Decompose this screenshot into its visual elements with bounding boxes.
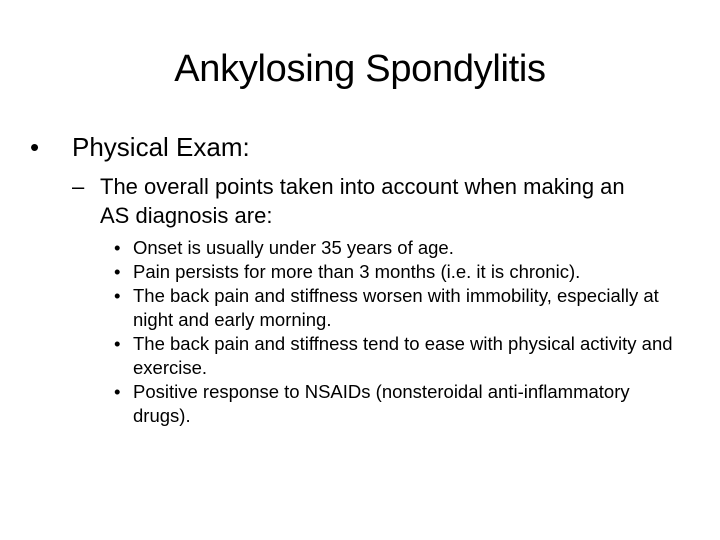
list-item (114, 260, 674, 284)
list-item-text: Onset is usually under 35 years of age. (133, 237, 454, 258)
slide-title: Ankylosing Spondylitis (174, 48, 546, 90)
bullet-dot-icon: • (114, 285, 121, 306)
bullet-text: Physical Exam: (72, 132, 250, 162)
bullet-dot-icon: • (114, 261, 121, 282)
list-item (114, 332, 674, 380)
list-item (114, 380, 674, 428)
dash-icon: – (72, 174, 85, 199)
bullet-dot-icon: • (114, 381, 121, 402)
criteria-list (114, 236, 674, 428)
bullet-dot-icon: • (114, 333, 121, 354)
list-item (114, 236, 674, 260)
bullet-dot-icon: • (114, 237, 121, 258)
list-item (114, 284, 674, 332)
bullet-dot-icon: • (30, 132, 40, 162)
list-item-text: The back pain and stiffness worsen with immobility, especially at night and early morning. (133, 285, 659, 330)
list-item-text: Positive response to NSAIDs (nonsteroidal anti-inflammatory drugs). (133, 381, 630, 426)
list-item-text: Pain persists for more than 3 months (i.e. it is chronic). (133, 261, 581, 282)
list-item-text: The back pain and stiffness tend to ease with physical activity and exercise. (133, 333, 673, 378)
sub-bullet-text: The overall points taken into account when making an AS diagnosis are: (100, 174, 625, 228)
